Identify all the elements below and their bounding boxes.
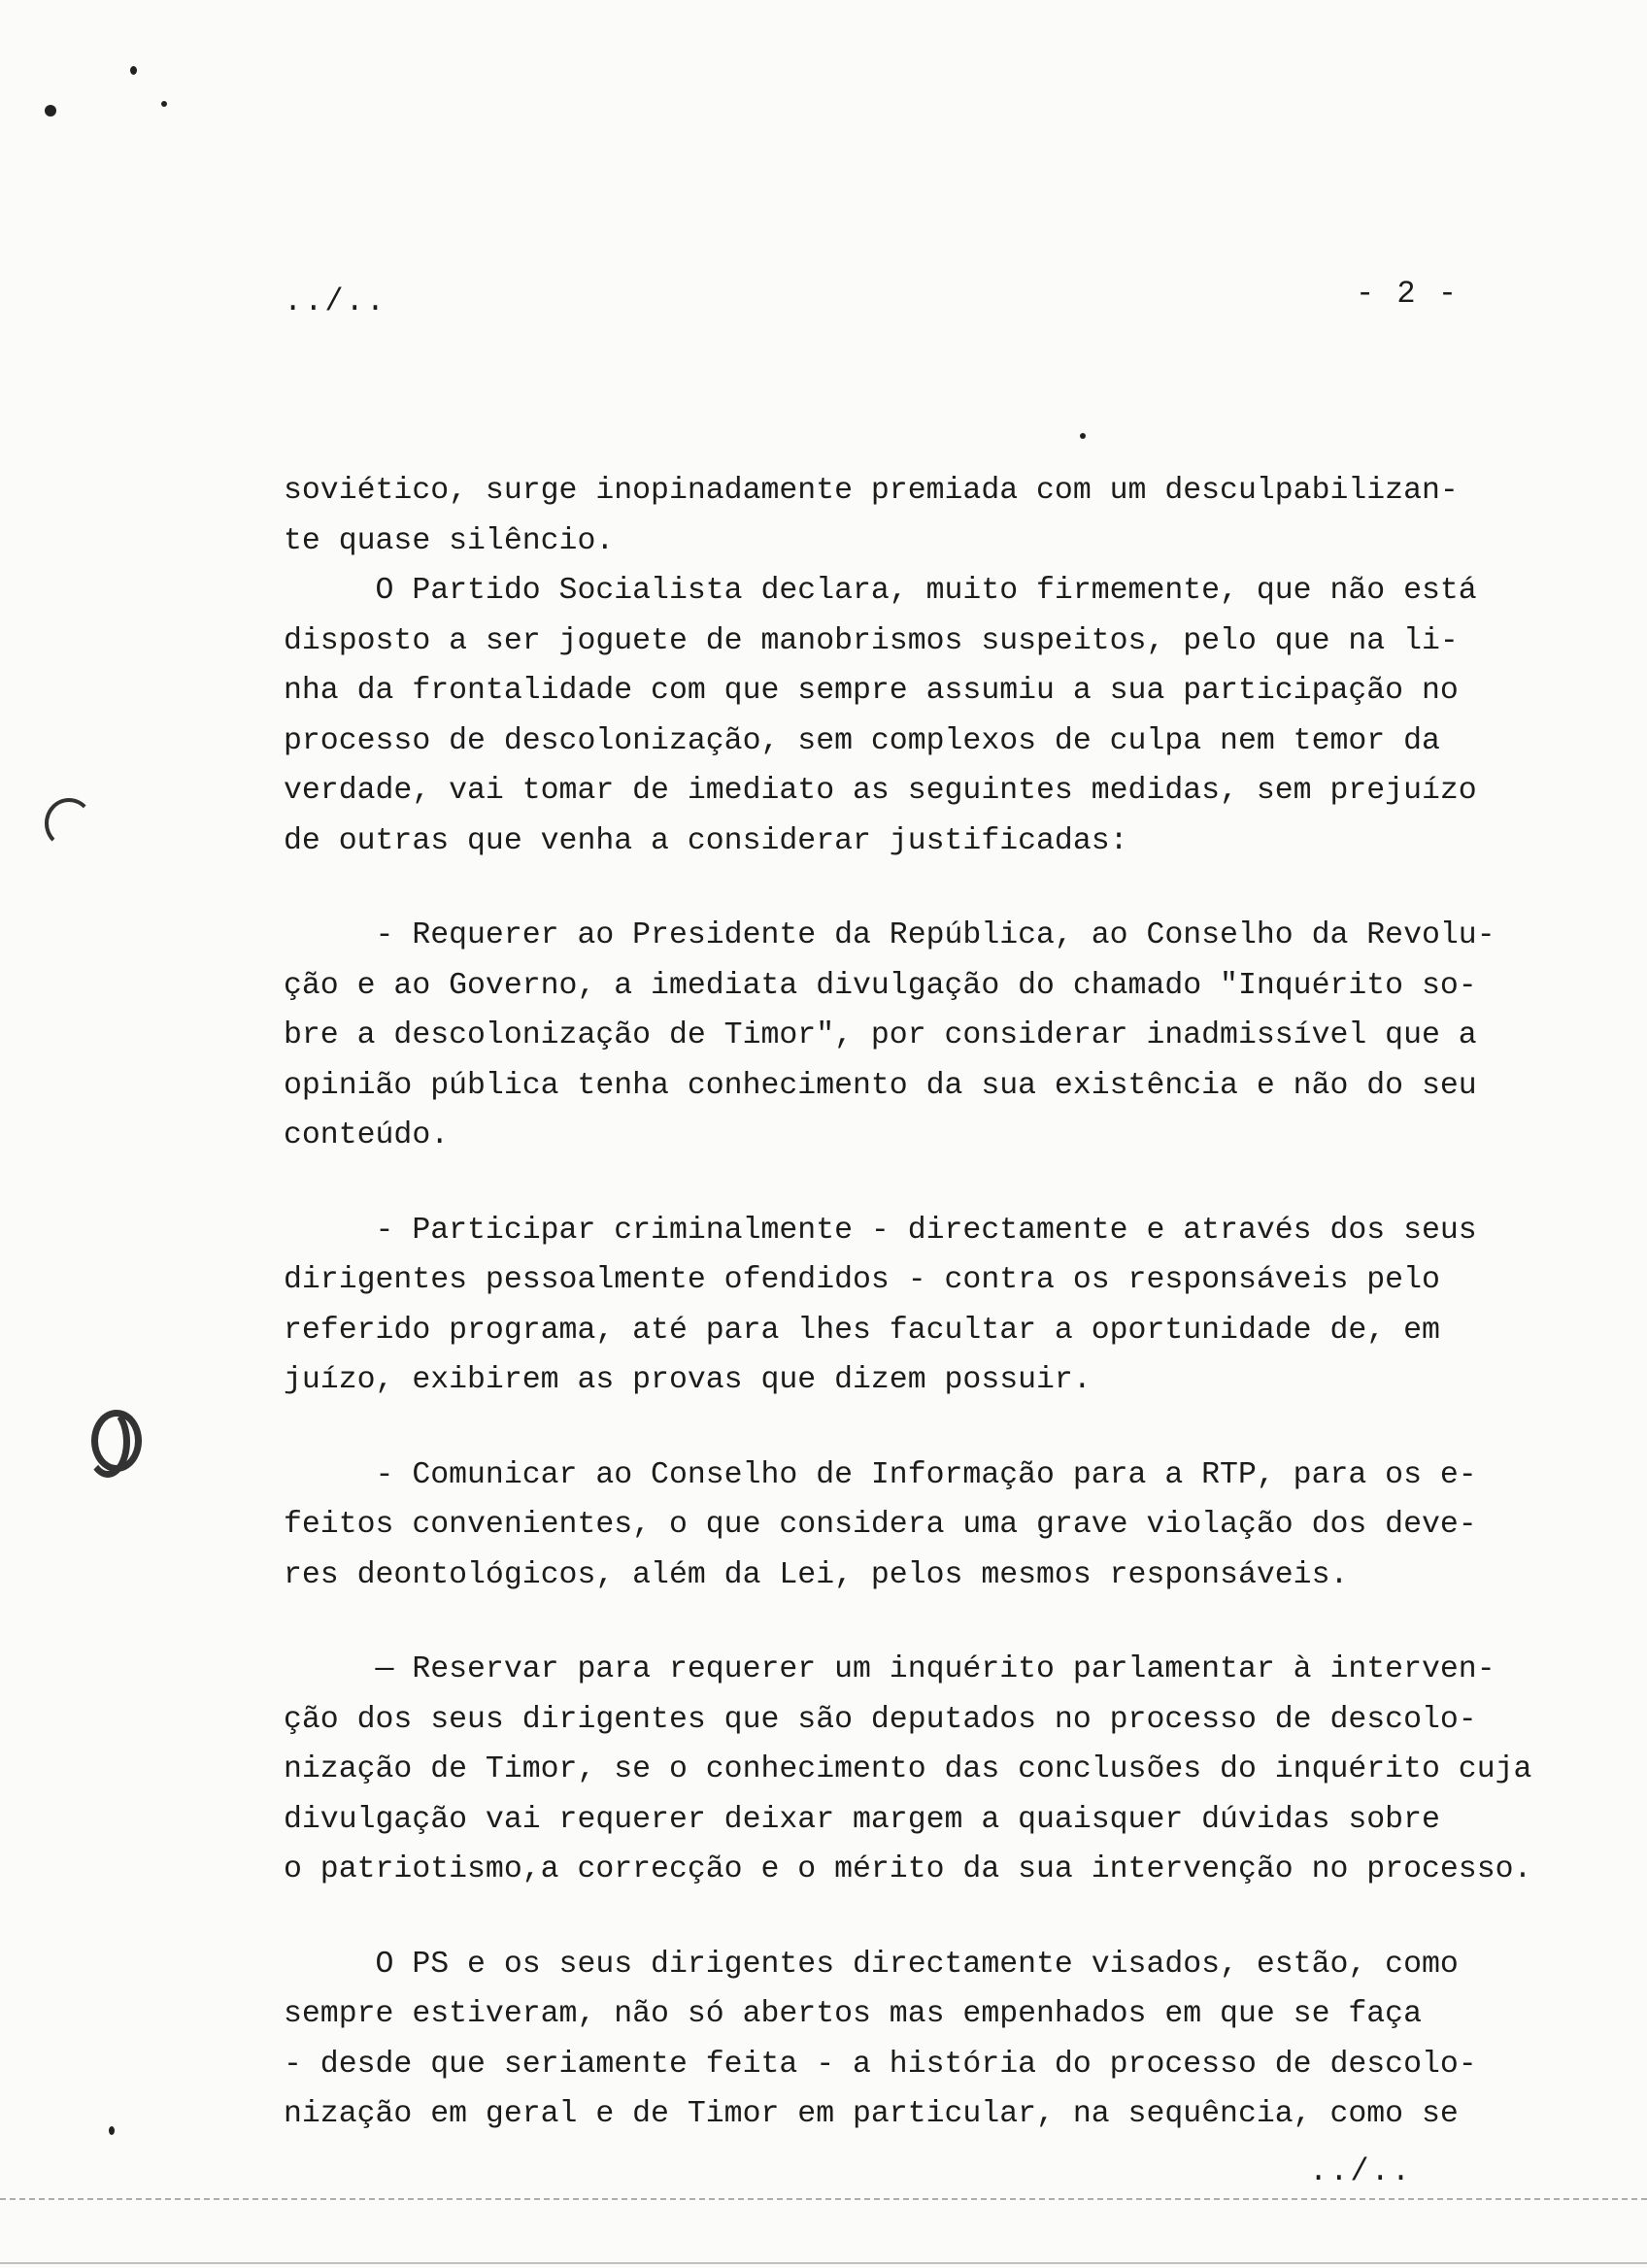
text-line: juízo, exibirem as provas que dizem possuir. [284, 1363, 1092, 1397]
text-line: - desde que seriamente feita - a história do processo de descolo- [284, 2047, 1477, 2082]
scan-speck [45, 105, 56, 117]
text-line: - Comunicar ao Conselho de Informação para a RTP, para os e- [284, 1457, 1477, 1492]
paragraph [284, 1206, 1624, 1406]
text-line: feitos convenientes, o que considera uma grave violação dos deve- [284, 1508, 1477, 1542]
text-line: ção dos seus dirigentes que são deputados no processo de descolo- [284, 1702, 1477, 1737]
paragraph [284, 1451, 1624, 1601]
paragraph-gap [284, 1895, 1624, 1940]
paragraph [284, 911, 1624, 1161]
text-line: bre a descolonização de Timor", por considerar inadmissível que a [284, 1018, 1477, 1052]
text-line: disposto a ser joguete de manobrismos suspeitos, pelo que na li- [284, 623, 1459, 658]
text-line: opinião pública tenha conhecimento da sua existência e não do seu [284, 1068, 1477, 1103]
text-line: o patriotismo,a correcção e o mérito da sua intervenção no processo. [284, 1852, 1532, 1886]
paragraph-gap [284, 866, 1624, 911]
page-bottom-edge [0, 2262, 1647, 2264]
scan-speck [109, 2126, 115, 2135]
paragraph [284, 1645, 1624, 1895]
document-body [284, 466, 1624, 2140]
text-line: sempre estiveram, não só abertos mas empenhados em que se faça [284, 1997, 1422, 2031]
scan-speck [130, 66, 137, 75]
scan-speck [1080, 433, 1086, 439]
text-line: soviético, surge inopinadamente premiada com um desculpabilizan- [284, 474, 1459, 508]
text-line: - Participar criminalmente - directamente e através dos seus [284, 1213, 1477, 1248]
text-line: de outras que venha a considerar justificadas: [284, 823, 1128, 858]
paragraph [284, 466, 1624, 566]
text-line: dirigentes pessoalmente ofendidos - contra os responsáveis pelo [284, 1263, 1440, 1297]
text-line: — Reservar para requerer um inquérito parlamentar à interven- [284, 1652, 1496, 1686]
text-line: referido programa, até para lhes facultar a oportunidade de, em [284, 1313, 1440, 1348]
text-line: verdade, vai tomar de imediato as seguintes medidas, sem prejuízo [284, 774, 1477, 808]
punch-hole-mark [91, 1410, 142, 1472]
paragraph-gap [284, 1406, 1624, 1451]
text-line: O PS e os seus dirigentes directamente visados, estão, como [284, 1947, 1459, 1982]
text-line: processo de descolonização, sem complexos de culpa nem temor da [284, 723, 1440, 758]
text-line: - Requerer ao Presidente da República, ao Conselho da Revolu- [284, 918, 1496, 952]
paragraph-gap [284, 1600, 1624, 1645]
paragraph-gap [284, 1161, 1624, 1206]
punch-hole-mark [45, 798, 93, 849]
paragraph [284, 566, 1624, 866]
page-number: - 2 - [1356, 276, 1460, 312]
text-line: conteúdo. [284, 1118, 450, 1152]
text-line: ção e ao Governo, a imediata divulgação do chamado "Inquérito so- [284, 968, 1477, 1003]
page-fold-line [0, 2198, 1647, 2200]
text-line: nha da frontalidade com que sempre assumiu a sua participação no [284, 674, 1459, 708]
scan-speck [161, 101, 167, 107]
text-line: divulgação vai requerer deixar margem a quaisquer dúvidas sobre [284, 1802, 1440, 1837]
text-line: te quase silêncio. [284, 523, 615, 558]
paragraph [284, 1940, 1624, 2140]
continuation-mark-top: ../.. [284, 284, 387, 319]
text-line: nização de Timor, se o conhecimento das conclusões do inquérito cuja [284, 1752, 1532, 1786]
text-line: res deontológicos, além da Lei, pelos mesmos responsáveis. [284, 1557, 1349, 1592]
text-line: nização em geral e de Timor em particular, na sequência, como se [284, 2097, 1459, 2131]
text-line: O Partido Socialista declara, muito firmemente, que não está [284, 574, 1477, 608]
continuation-mark-bottom: ../.. [1309, 2153, 1413, 2189]
